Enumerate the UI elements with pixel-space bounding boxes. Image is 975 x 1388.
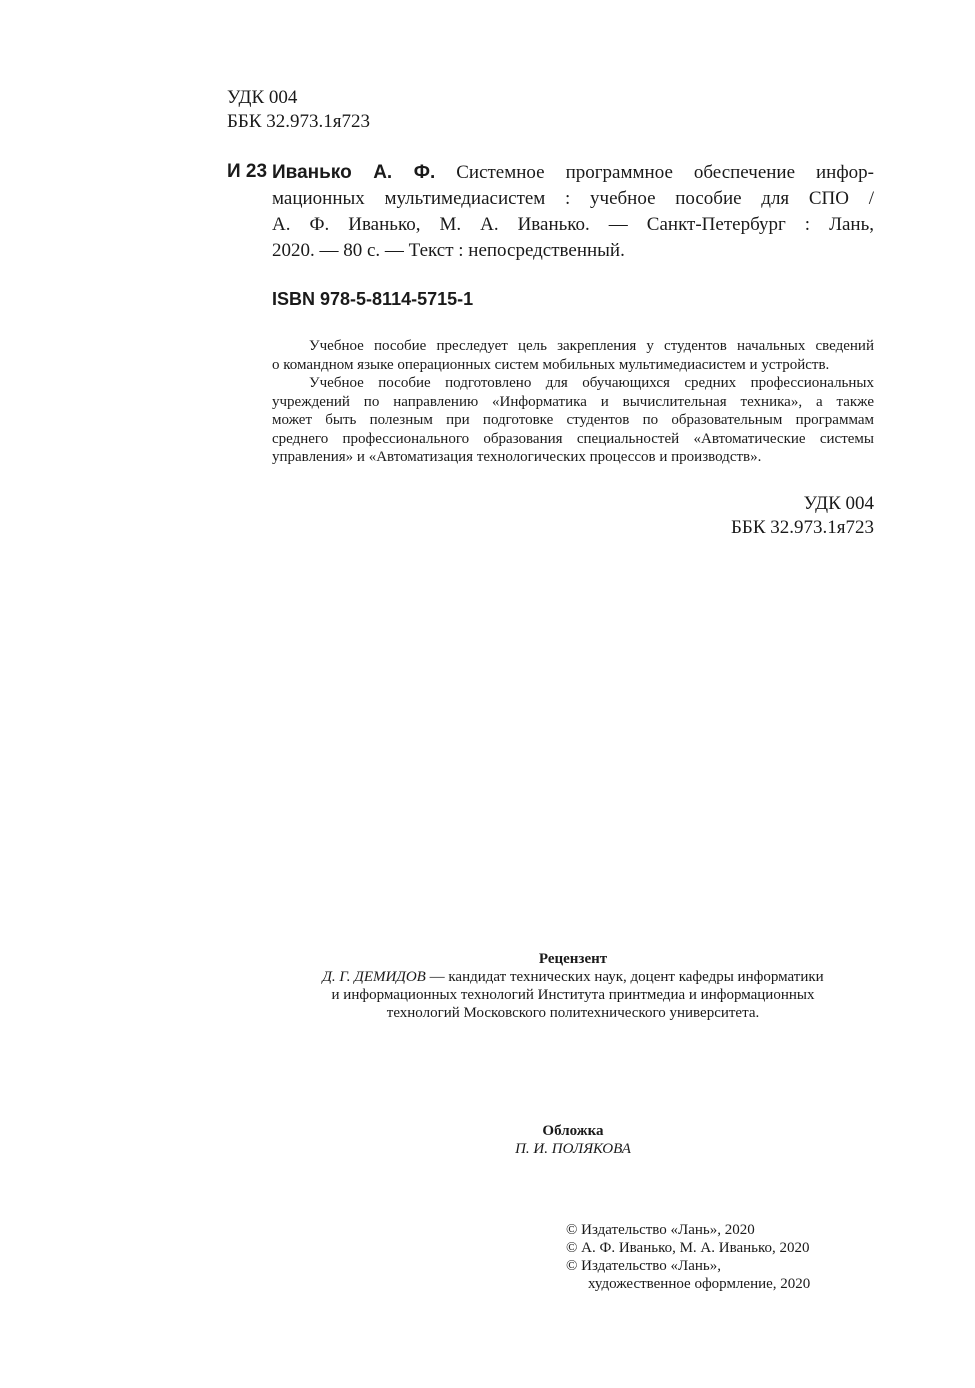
copyright-line-2: © А. Ф. Иванько, М. А. Иванько, 2020 — [566, 1240, 810, 1256]
abstract — [272, 337, 874, 467]
bbk-code-bottom: ББК 32.973.1я723 — [731, 517, 874, 538]
abstract-line-7: управления» и «Автоматизация технологических процессов и производств». — [272, 449, 762, 465]
copyright-block — [566, 1221, 810, 1293]
reviewer-name: Д. Г. ДЕМИДОВ — [322, 969, 426, 985]
abstract-line-1: Учебное пособие преследует цель закрепления у студентов начальных сведений — [309, 338, 874, 354]
udk-code: УДК 004 — [227, 87, 298, 108]
bib-line-1 — [272, 160, 874, 186]
copyright-line-1: © Издательство «Лань», 2020 — [566, 1222, 755, 1238]
author-mark — [227, 160, 267, 184]
reviewer-line-1 — [272, 968, 874, 986]
bib-line-4: 2020. — 80 с. — Текст : непосредственный. — [272, 240, 625, 261]
abstract-line-5: может быть полезным при подготовке студентов по образовательным программам — [272, 412, 874, 428]
reviewer-block — [272, 950, 874, 1022]
bib-line-2: мационных мультимедиасистем : учебное пособие для СПО / — [272, 188, 874, 209]
abstract-line-6: среднего профессионального образования специальностей «Автоматические системы — [272, 430, 874, 447]
reviewer-title: — кандидат технических наук, доцент кафедры информатики — [425, 969, 824, 985]
bib-author: Иванько А. Ф. — [272, 162, 436, 183]
copyright-line-4: художественное оформление, 2020 — [588, 1276, 811, 1292]
cover-artist: П. И. ПОЛЯКОВА — [515, 1141, 631, 1157]
top-classification-codes — [227, 86, 370, 134]
author-mark-text: И 23 — [227, 161, 268, 182]
bib-line-3: А. Ф. Иванько, М. А. Иванько. — Санкт-Петербург : Лань, — [272, 214, 874, 235]
cover-credit — [272, 1122, 874, 1158]
reviewer-line-3: технологий Московского политехнического университета. — [386, 1005, 760, 1021]
isbn: ISBN 978-5-8114-5715-1 — [272, 289, 474, 309]
bottom-classification-codes — [731, 492, 874, 540]
abstract-line-4: учреждений по направлению «Информатика и вычислительная техника», а также — [272, 393, 874, 410]
reviewer-heading: Рецензент — [538, 951, 608, 967]
bib-title-start: Системное программное обеспечение инфор- — [456, 162, 874, 183]
reviewer-line-2: и информационных технологий Института принтмедиа и информационных — [331, 987, 815, 1003]
abstract-line-2: о командном языке операционных систем мобильных мультимедиасистем и устройств. — [272, 356, 830, 373]
abstract-line-3: Учебное пособие подготовлено для обучающихся средних профессиональных — [309, 375, 874, 391]
bbk-code: ББК 32.973.1я723 — [227, 111, 370, 132]
copyright-line-3: © Издательство «Лань», — [566, 1258, 721, 1274]
udk-code-bottom: УДК 004 — [803, 493, 874, 514]
cover-heading: Обложка — [542, 1123, 604, 1139]
bibliographic-description — [272, 160, 874, 264]
